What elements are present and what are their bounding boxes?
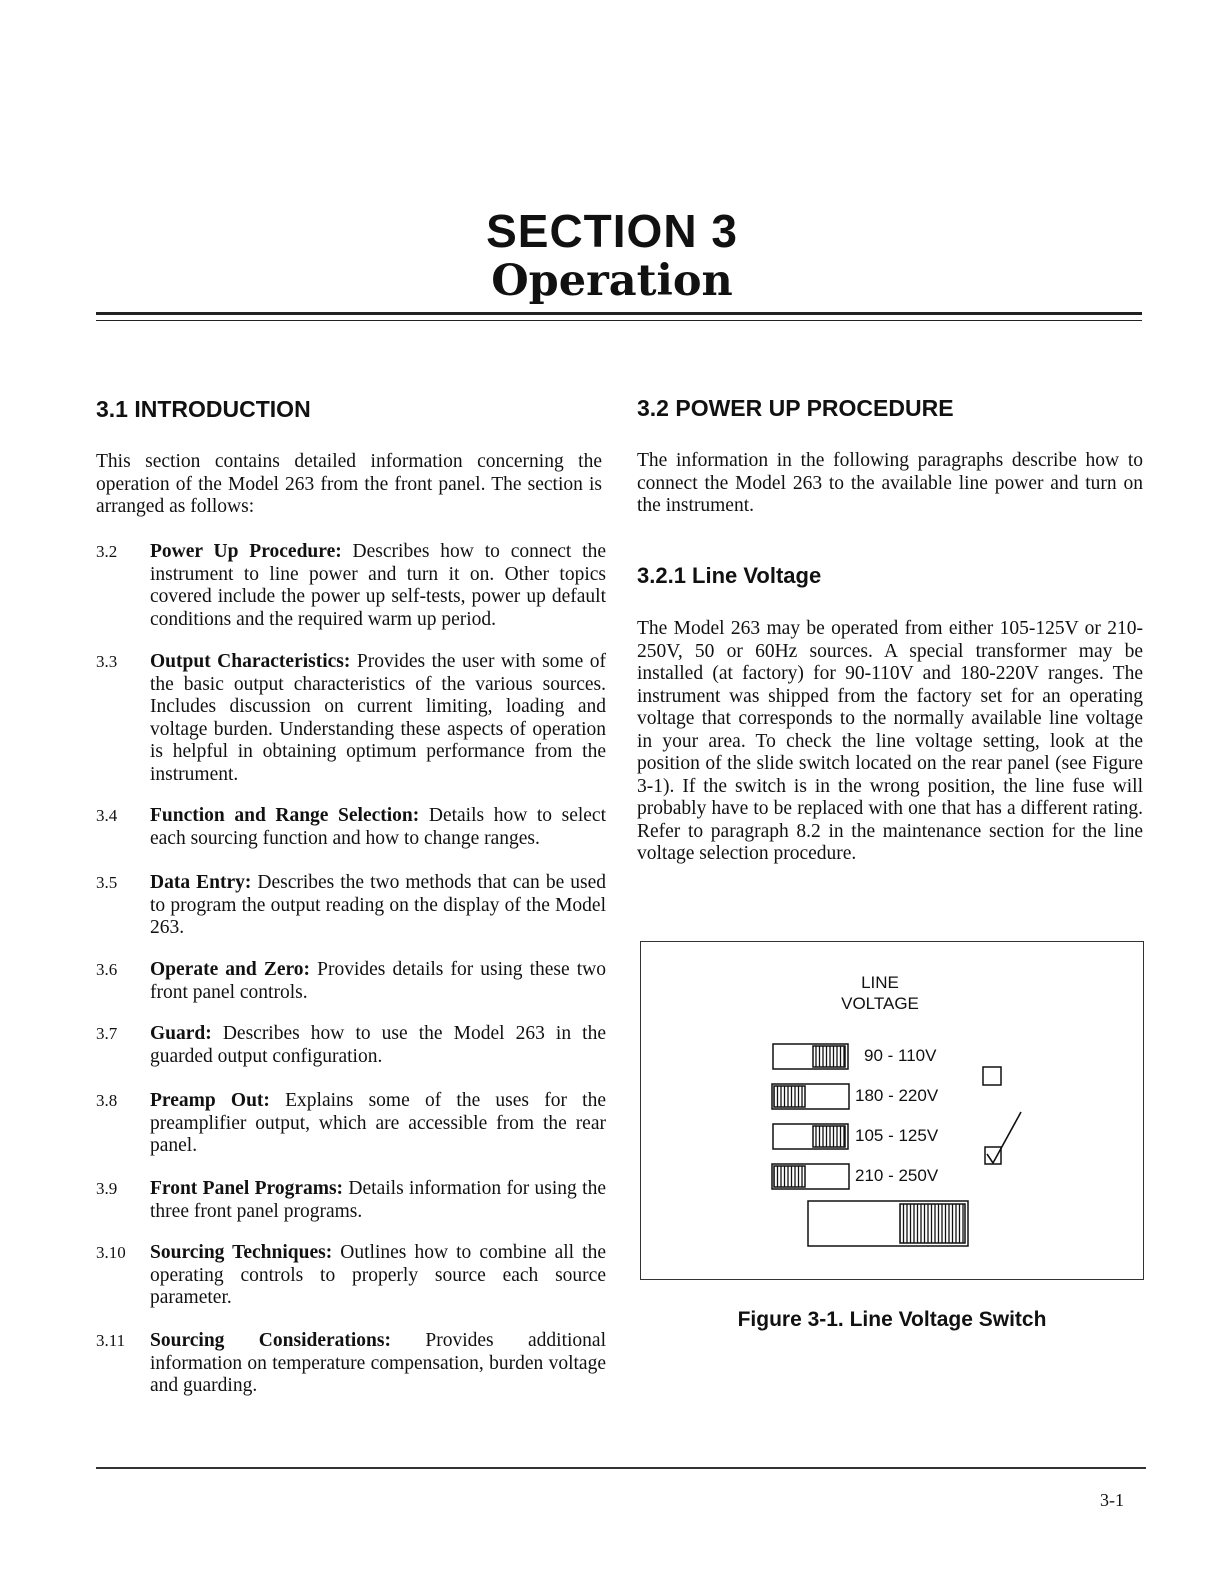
header-rule-thick: [96, 312, 1142, 315]
item-text: Provides additional information on temperature compensation, burden voltage and guarding.: [150, 1330, 606, 1396]
item-number: 3.7: [96, 1024, 118, 1043]
item-text: Describes how to use the Model 263 in the guarded output configuration.: [150, 1023, 606, 1067]
section-number: SECTION 3: [486, 205, 738, 257]
list-item: [96, 872, 606, 940]
line-voltage-paragraph: The Model 263 may be operated from either 105-125V or 210-250V, 50 or 60Hz sources. A special transformer may be installed (at factory) for 90-110V and 180-220V ranges. The instrument was shipped from the factory set for an operating voltage that corresponds to the normally available line voltage in your area. To check the line voltage setting, look at the position of the slide switch located on the rear panel (see Figure 3-1). If the switch is in the wrong position, the line fuse will probably have to be replaced with one that has a different rating. Refer to paragraph 8.2 in the maintenance section for the line voltage selection procedure.: [637, 618, 1143, 864]
item-title: Sourcing Techniques:: [150, 1242, 333, 1263]
item-number: 3.10: [96, 1243, 126, 1262]
switch-position-180-220: [772, 1084, 849, 1109]
range-label-180-220: 180 - 220V: [855, 1086, 939, 1105]
item-text: Provides the user with some of the basic output characteristics of the various sources. Includes discussion on current limiting, loading and voltage burden. Understanding these aspects of operation is helpful in obtaining optimum performance from the instrument.: [150, 651, 606, 785]
item-number: 3.9: [96, 1179, 118, 1198]
item-number: 3.6: [96, 960, 118, 979]
figure-caption: Figure 3-1. Line Voltage Switch: [737, 1308, 1047, 1331]
item-title: Function and Range Selection:: [150, 805, 420, 826]
item-title: Data Entry:: [150, 872, 252, 893]
item-number: 3.5: [96, 873, 118, 892]
item-number: 3.2: [96, 542, 118, 561]
page-number: 3-1: [1100, 1490, 1124, 1510]
item-text: Describes how to connect the instrument to line power and turn it on. Other topics covered include the power up self-tests, power up default conditions and the required warm up period.: [150, 541, 606, 630]
item-text: Details how to select each sourcing function and how to change ranges.: [150, 805, 607, 849]
item-title: Preamp Out:: [150, 1090, 270, 1111]
item-text: Provides details for using these two front panel controls.: [150, 959, 607, 1003]
item-number: 3.11: [96, 1331, 126, 1350]
power-up-paragraph: The information in the following paragraphs describe how to connect the Model 263 to the available line power and turn on the instrument.: [637, 450, 1143, 516]
item-title: Power Up Procedure:: [150, 541, 342, 562]
switch-position-105-125: [773, 1124, 848, 1149]
header-rule-thin: [96, 320, 1142, 321]
list-item: [96, 1242, 606, 1310]
unchecked-box-icon: [983, 1067, 1001, 1085]
switch-position-210-250: [772, 1164, 849, 1189]
power-up-heading: 3.2 POWER UP PROCEDURE: [637, 395, 954, 421]
line-voltage-switch-diagram: [640, 941, 1144, 1280]
range-label-210-250: 210 - 250V: [855, 1166, 939, 1185]
range-label-90-110: 90 - 110V: [864, 1046, 937, 1065]
item-text: Describes the two methods that can be used to program the output reading on the display of the Model 263.: [150, 872, 606, 938]
list-item: [96, 1330, 606, 1398]
intro-paragraph: This section contains detailed information concerning the operation of the Model 263 from the front panel. The section is arranged as follows:: [96, 451, 602, 517]
list-item: [96, 1178, 606, 1223]
list-item: [96, 1090, 606, 1158]
item-text: Outlines how to combine all the operating controls to properly source each source parameter.: [150, 1242, 606, 1308]
item-number: 3.4: [96, 806, 118, 825]
item-text: Details information for using the three front panel programs.: [150, 1178, 606, 1222]
item-number: 3.8: [96, 1091, 118, 1110]
footer-rule: [96, 1467, 1146, 1469]
list-item: [96, 959, 606, 1004]
item-title: Guard:: [150, 1023, 212, 1044]
switch-position-90-110: [773, 1044, 848, 1069]
rear-panel-slide-switch: [808, 1201, 968, 1246]
list-item: [96, 541, 606, 631]
range-label-105-125: 105 - 125V: [855, 1126, 939, 1145]
line-voltage-heading: 3.2.1 Line Voltage: [637, 563, 822, 588]
section-title: Operation: [491, 256, 733, 306]
intro-heading: 3.1 INTRODUCTION: [96, 396, 311, 422]
figure-label-line2: VOLTAGE: [841, 994, 919, 1013]
list-item: [96, 1023, 606, 1068]
item-title: Output Characteristics:: [150, 651, 351, 672]
figure-label-line1: LINE: [861, 973, 899, 992]
item-title: Sourcing Considerations:: [150, 1330, 391, 1351]
list-item: [96, 651, 606, 786]
checked-box-icon: [985, 1112, 1021, 1164]
item-title: Operate and Zero:: [150, 959, 311, 980]
item-number: 3.3: [96, 652, 118, 671]
list-item: [96, 805, 606, 850]
item-text: Explains some of the uses for the preamplifier output, which are accessible from the rear panel.: [150, 1090, 606, 1156]
item-title: Front Panel Programs:: [150, 1178, 344, 1199]
